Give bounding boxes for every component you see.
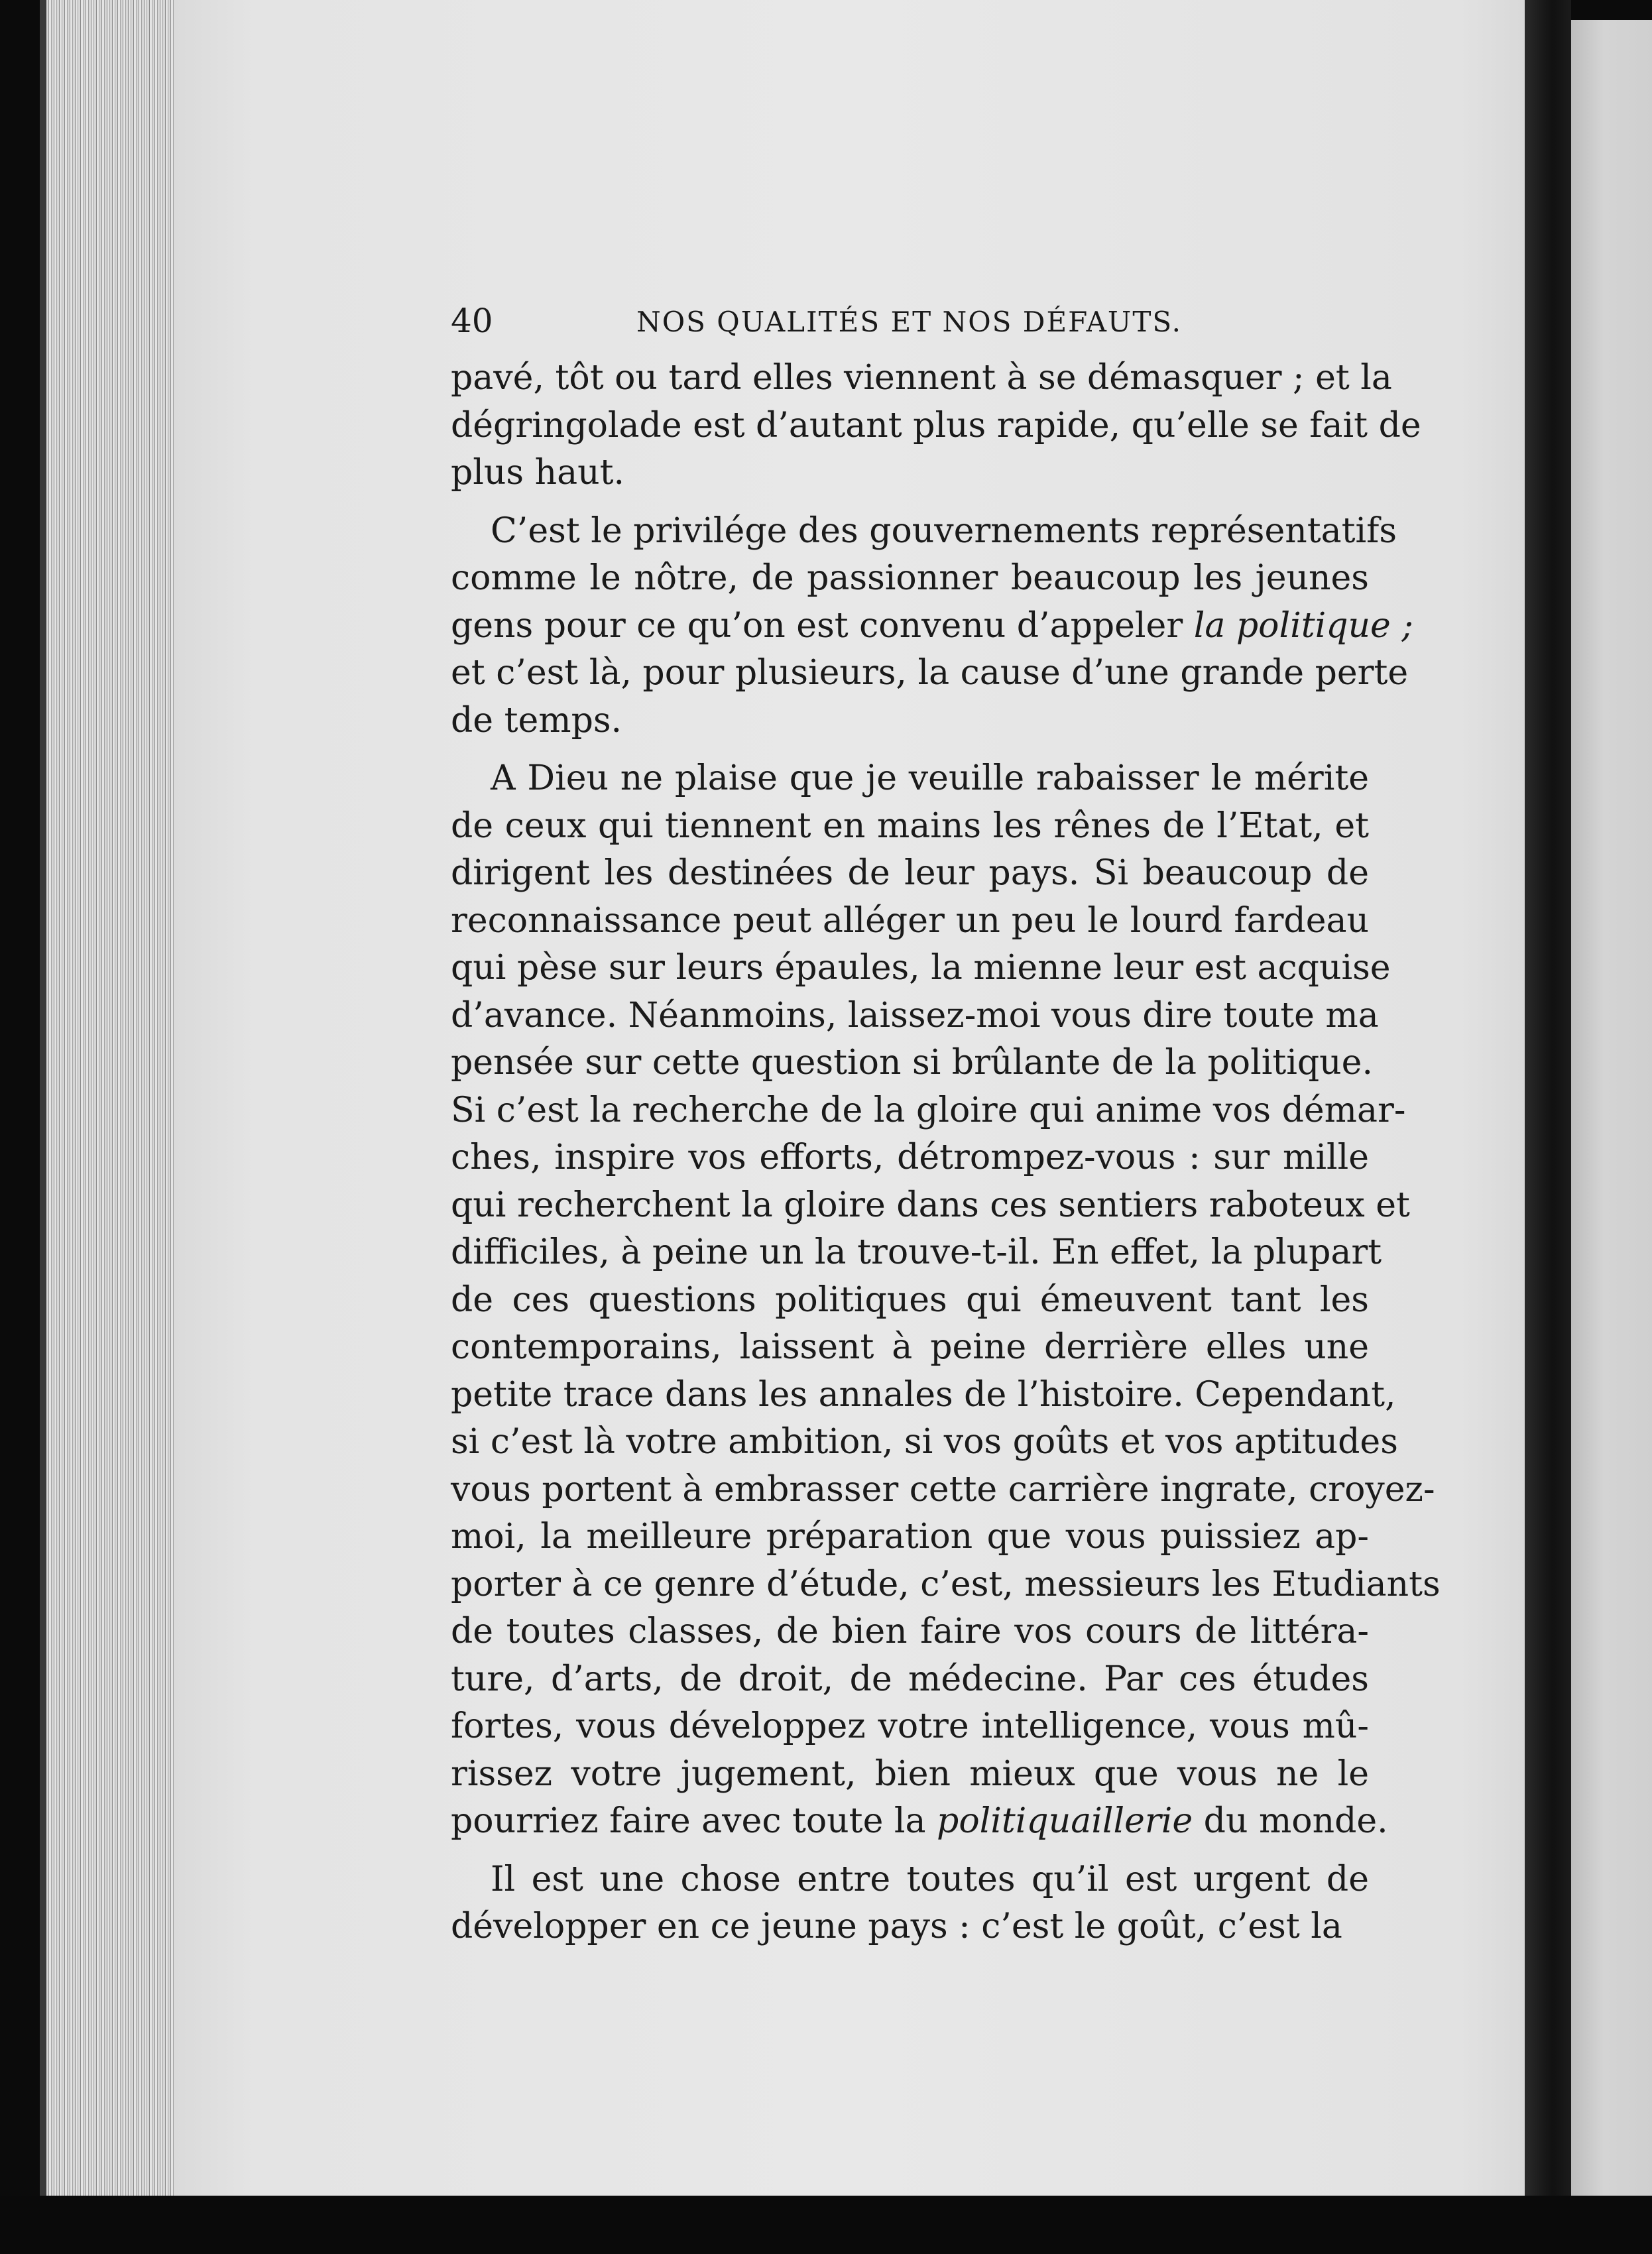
text-line: A Dieu ne plaise que je veuille rabaisser le mérite bbox=[491, 758, 1369, 798]
page-number: 40 bbox=[451, 302, 493, 340]
text-line: difficiles, à peine un la trouve-t-il. En effet, la plupart bbox=[451, 1232, 1382, 1272]
text-line: rissez votre jugement, bien mieux que vous ne le bbox=[451, 1753, 1369, 1794]
book-gutter bbox=[1525, 0, 1571, 2254]
text-line: dirigent les destinées de leur pays. Si beaucoup de bbox=[451, 853, 1369, 893]
italic-text: la politique ; bbox=[1193, 605, 1413, 646]
text-line: porter à ce genre d’étude, c’est, messieurs les Etudiants bbox=[451, 1564, 1441, 1604]
body-text bbox=[451, 355, 1441, 1951]
facing-page-edge bbox=[1571, 20, 1652, 2201]
text-line: C’est le privilége des gouvernements représentatifs bbox=[491, 510, 1397, 551]
text-line: qui recherchent la gloire dans ces sentiers raboteux et bbox=[451, 1185, 1410, 1225]
text-line: ture, d’arts, de droit, de médecine. Par ces études bbox=[451, 1659, 1369, 1699]
text-line: de temps. bbox=[451, 700, 622, 741]
italic-text: politiquaillerie bbox=[937, 1801, 1193, 1841]
paragraph bbox=[451, 1856, 1369, 1951]
text-line: gens pour ce qu’on est convenu d’appeler la politique ; bbox=[451, 605, 1413, 646]
text-line: plus haut. bbox=[451, 453, 625, 493]
text-line: développer en ce jeune pays : c’est le goût, c’est la bbox=[451, 1907, 1342, 1946]
text-line: petite trace dans les annales de l’histoire. Cependant, bbox=[451, 1374, 1396, 1415]
text-line: Si c’est la recherche de la gloire qui anime vos démar- bbox=[451, 1090, 1406, 1130]
running-head bbox=[451, 302, 1369, 355]
text-line: dégringolade est d’autant plus rapide, qu’elle se fait de bbox=[451, 405, 1421, 445]
text-line: pavé, tôt ou tard elles viennent à se démasquer ; et la bbox=[451, 358, 1392, 398]
text-line: qui pèse sur leurs épaules, la mienne leur est acquise bbox=[451, 948, 1391, 988]
text-line: Il est une chose entre toutes qu’il est urgent de bbox=[491, 1859, 1369, 1899]
paragraph bbox=[451, 755, 1441, 1846]
text-line: ches, inspire vos efforts, détrompez-vous : sur mille bbox=[451, 1138, 1369, 1177]
text-line: de toutes classes, de bien faire vos cours de littéra- bbox=[451, 1612, 1369, 1651]
paragraph bbox=[451, 355, 1421, 497]
scan-border bbox=[0, 2196, 1652, 2254]
text-line: d’avance. Néanmoins, laissez-moi vous dire toute ma bbox=[451, 995, 1379, 1036]
text-block bbox=[451, 302, 1441, 1962]
text-line: comme le nôtre, de passionner beaucoup les jeunes bbox=[451, 558, 1369, 598]
running-head-title: NOS QUALITÉS ET NOS DÉFAUTS. bbox=[636, 306, 1182, 338]
text-line: vous portent à embrasser cette carrière ingrate, croyez- bbox=[451, 1469, 1435, 1510]
stacked-page-edges bbox=[46, 0, 179, 2198]
text-line: pensée sur cette question si brûlante de la politique. bbox=[451, 1043, 1373, 1083]
text-line: reconnaissance peut alléger un peu le lourd fardeau bbox=[451, 900, 1369, 941]
text-line: contemporains, laissent à peine derrière elles une bbox=[451, 1327, 1369, 1367]
text-line: de ceux qui tiennent en mains les rênes de l’Etat, et bbox=[451, 805, 1369, 846]
text-line: si c’est là votre ambition, si vos goûts et vos aptitudes bbox=[451, 1422, 1398, 1462]
text-line: et c’est là, pour plusieurs, la cause d’une grande perte bbox=[451, 653, 1409, 693]
text-line: moi, la meilleure préparation que vous puissiez ap- bbox=[451, 1517, 1369, 1557]
paragraph bbox=[451, 508, 1413, 745]
text-line: de ces questions politiques qui émeuvent tant les bbox=[451, 1279, 1369, 1320]
text-line: pourriez faire avec toute la politiquaillerie du monde. bbox=[451, 1801, 1388, 1841]
text-line: fortes, vous développez votre intelligence, vous mû- bbox=[451, 1706, 1369, 1746]
